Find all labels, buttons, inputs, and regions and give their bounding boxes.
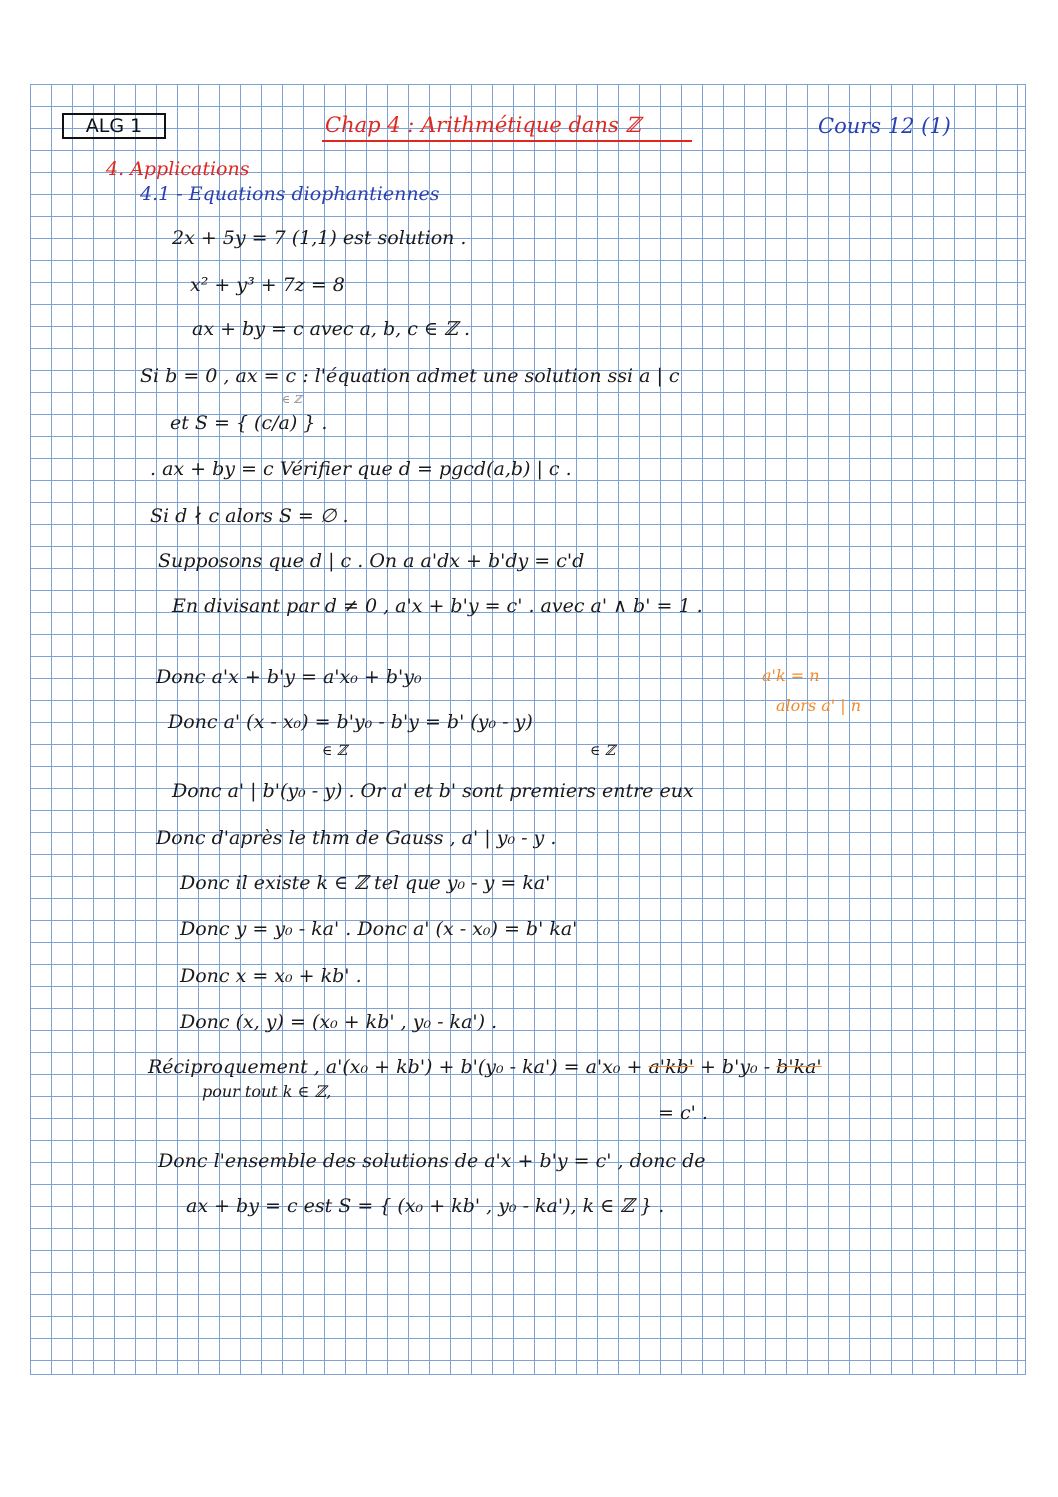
line-15: Donc y = y₀ - ka' . Donc a' (x - x₀) = b' ka' xyxy=(180,918,578,940)
line-11: Donc a' (x - x₀) = b'y₀ - b'y = b' (y₀ - y) xyxy=(168,711,533,733)
line-7: Si d ∤ c alors S = ∅ . xyxy=(150,505,349,527)
line-9: En divisant par d ≠ 0 , a'x + b'y = c' . avec a' ∧ b' = 1 . xyxy=(172,595,703,617)
line-5-annotation: ∈ ℤ xyxy=(282,393,302,406)
course-tag: ALG 1 xyxy=(62,113,166,139)
line-12: Donc a' | b'(y₀ - y) . Or a' et b' sont premiers entre eux xyxy=(172,780,694,802)
line-8: Supposons que d | c . On a a'dx + b'dy = c'd xyxy=(158,550,585,572)
course-number: Cours 12 (1) xyxy=(818,114,951,138)
line-14: Donc il existe k ∈ ℤ tel que y₀ - y = ka' xyxy=(180,872,551,894)
line-10: Donc a'x + b'y = a'x₀ + b'y₀ xyxy=(156,666,422,688)
margin-note-line-1: a'k = n xyxy=(762,666,820,685)
line-2: x² + y³ + 7z = 8 xyxy=(190,274,345,296)
line-11-sub-left: ∈ ℤ xyxy=(322,743,348,759)
margin-note-line-2: alors a' | n xyxy=(776,696,862,715)
line-18-middle: + b'y₀ - xyxy=(699,1056,771,1078)
section-heading: 4. Applications xyxy=(106,158,250,180)
line-20: Donc l'ensemble des solutions de a'x + b'y = c' , donc de xyxy=(158,1150,706,1172)
line-18-cancelled-term-1: a'kb' xyxy=(648,1056,694,1078)
line-18-cancelled-term-2: b'ka' xyxy=(776,1056,822,1078)
line-18-main: Réciproquement , a'(x₀ + kb') + b'(y₀ - ka') = a'x₀ + xyxy=(148,1056,643,1078)
subsection-heading: 4.1 - Equations diophantiennes xyxy=(140,183,440,205)
line-6: . ax + by = c Vérifier que d = pgcd(a,b) | c . xyxy=(150,458,572,480)
line-18 xyxy=(148,1058,822,1077)
line-21: ax + by = c est S = { (x₀ + kb' , y₀ - ka'), k ∈ ℤ } . xyxy=(186,1195,665,1217)
line-5: et S = { (c/a) } . xyxy=(170,412,328,434)
line-13: Donc d'après le thm de Gauss , a' | y₀ - y . xyxy=(156,827,557,849)
title-underline xyxy=(322,140,692,142)
line-11-sub-right: ∈ ℤ xyxy=(590,743,616,759)
line-17: Donc (x, y) = (x₀ + kb' , y₀ - ka') . xyxy=(180,1011,498,1033)
line-1: 2x + 5y = 7 (1,1) est solution . xyxy=(172,227,467,249)
line-19: = c' . xyxy=(658,1102,708,1124)
line-16: Donc x = x₀ + kb' . xyxy=(180,965,362,987)
line-3: ax + by = c avec a, b, c ∈ ℤ . xyxy=(192,318,470,340)
line-4: Si b = 0 , ax = c : l'équation admet une solution ssi a | c xyxy=(140,365,680,387)
page-title: Chap 4 : Arithmétique dans ℤ xyxy=(325,113,641,137)
line-18-note: pour tout k ∈ ℤ, xyxy=(202,1082,332,1101)
